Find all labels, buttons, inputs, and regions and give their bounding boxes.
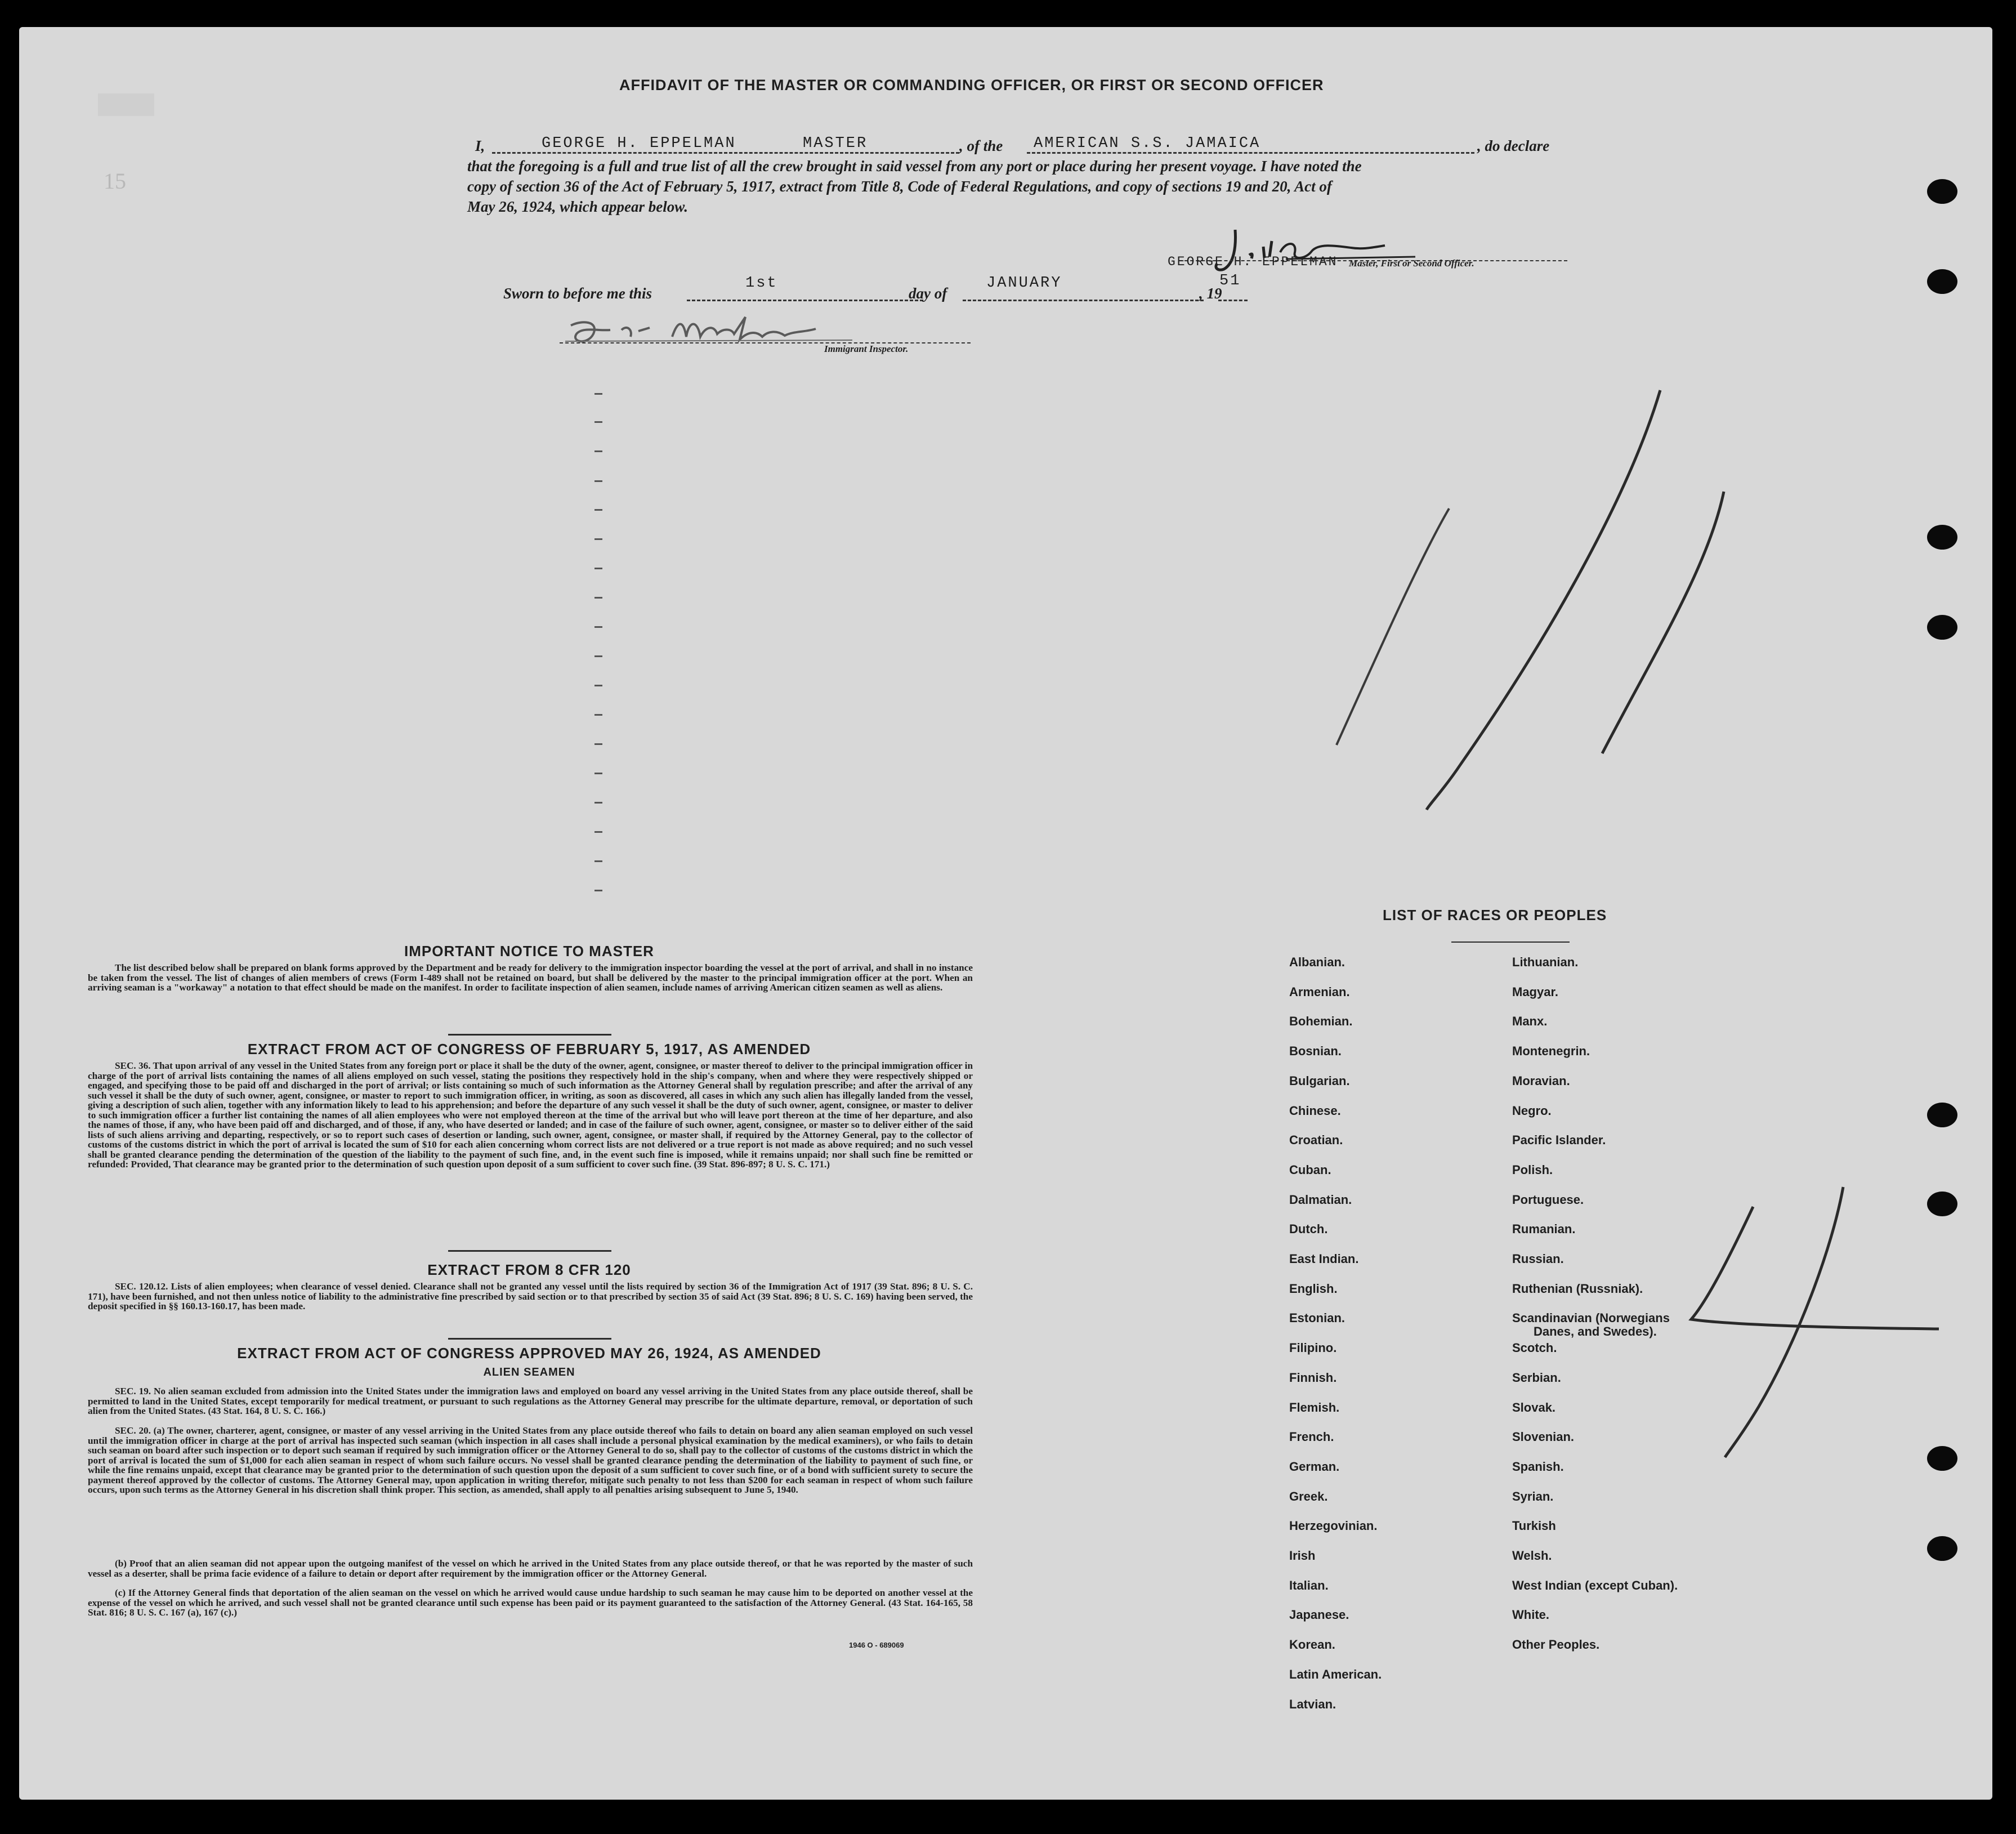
tick-mark [594, 802, 602, 804]
race-item: Serbian. [1512, 1370, 1561, 1385]
sec-20c-text: (c) If the Attorney General finds that deportation of the alien seaman on the vessel on which he arrived would cause undue hardship to such seaman he may cause him to be deported on another vessel at the expense of the vessel on which he arrived, and such vessel shall not be granted clearance until such expense has been paid or its payment guaranteed to the satisfaction of the Attorney General. (43 Stat. 164-165, 58 Stat. 816; 8 U. S. C. 167 (a), 167 (c).) [88, 1587, 973, 1618]
declarant-name: GEORGE H. EPPELMAN [542, 135, 736, 152]
sworn-day: 1st [745, 275, 778, 292]
tick-mark [594, 685, 602, 686]
section-divider [448, 1338, 611, 1340]
race-item: Polish. [1512, 1162, 1553, 1177]
notice-text: The list described below shall be prepared on blank forms approved by the Department and be ready for delivery to the immigration inspector boarding the vessel at the port of arrival, and shall in no instance be taken from the vessel. The list of changes of alien members of crews (Form I-489 shall not be retained on board, but shall be delivered by the master to the principal immigration officer at the port. When an arriving seaman is a "workaway" a notation to that effect should be made on the manifest. In order to facilitate inspection of alien seamen, include names of arriving American citizen seamen as well as aliens. [88, 962, 973, 993]
race-item: Lithuanian. [1512, 955, 1579, 969]
tick-mark [594, 655, 602, 657]
race-item: Magyar. [1512, 984, 1558, 999]
affidavit-title: AFFIDAVIT OF THE MASTER OR COMMANDING OFFICER, OR FIRST OR SECOND OFFICER [619, 77, 1324, 93]
tick-mark [594, 421, 602, 423]
sec-20b-text: (b) Proof that an alien seaman did not appear upon the outgoing manifest of the vessel on which he arrived in the United States from any place outside thereof, or that he was reported by the master of such vessel as a deserter, shall be prima facie evidence of a failure to detain or deport after requirement by the immigration officer or the Attorney General. [88, 1558, 973, 1579]
race-item: Bosnian. [1289, 1044, 1342, 1059]
race-item: Scotch. [1512, 1341, 1557, 1355]
race-item: Italian. [1289, 1578, 1329, 1592]
inspector-line [560, 342, 971, 343]
tick-mark [594, 450, 602, 452]
tick-mark [594, 831, 602, 833]
tick-mark [594, 509, 602, 511]
sworn-year-line [1218, 300, 1248, 301]
punch-hole-icon [1927, 525, 1957, 550]
race-item: Finnish. [1289, 1370, 1337, 1385]
race-item: Russian. [1512, 1252, 1564, 1266]
extract-cfr-text: SEC. 120.12. Lists of alien employees; when clearance of vessel denied. Clearance shall not be granted any vessel until the lists required by section 36 of the Immigration Act of 1917 (39 Stat. 896; 8 U. S. C. 171), have been furnished, and not then unless notice of liability to the administrative fine prescribed by said section or to that prescribed by section 35 of said Act (39 Stat. 896; 8 U. S. C. 169) having been served, the deposit specified in §§ 160.13-160.17, has been made. [88, 1281, 973, 1311]
punch-hole-icon [1927, 269, 1957, 294]
race-item: Dalmatian. [1289, 1192, 1352, 1207]
year-prefix: , 19 [1199, 285, 1222, 302]
race-item: Armenian. [1289, 984, 1350, 999]
affidavit-body-line1: that the foregoing is a full and true list of all the crew brought in said vessel from any port or place during her present voyage. I have noted the [467, 158, 1362, 175]
race-item: Bulgarian. [1289, 1073, 1350, 1088]
race-item: Latvian. [1289, 1697, 1336, 1711]
tick-mark [594, 743, 602, 745]
race-item: Syrian. [1512, 1489, 1554, 1503]
extract-1917-text: SEC. 36. That upon arrival of any vessel in the United States from any foreign port or place it shall be the duty of the owner, agent, consignee, or master thereof to deliver to the principal immigration officer in charge of the port of arrival lists containing the names of all aliens employed on such vessel, stating the positions they respectively hold in the ship's company, when and where they were respectively shipped or engaged, and specifying those to be paid off and discharged in the port of arrival; or lists containing so much of such information as the Attorney General shall by regulation prescribe; and after the arrival of any such vessel it shall be the duty of such owner, agent, consignee, or master to report to such immigration officer, in writing, as soon as discovered, all cases in which any such alien has illegally landed from the vessel, giving a description of such alien, together with any information likely to lead to his apprehension; and before the departure of any such vessel it shall be the duty of such owner, agent, consignee, or master to deliver to such immigration officer a further list containing the names of all alien employees who were not employed thereon at the time of the arrival but who will leave port thereon at the time of her departure, and also the names of those, if any, who have been paid off and discharged, and of those, if any, who have deserted or landed; and in case of the failure of such owner, agent, consignee, or master so to deliver either of the said lists of such aliens arriving and departing, respectively, or so to report such cases of desertion or landing, such owner, agent, consignee, or master shall, if required by the Attorney General, pay to the collector of customs of the customs district in which the port of arrival is located the sum of $10 for each alien concerning whom correct lists are not delivered or a true report is not made as above required; and no such vessel shall be granted clearance pending the determination of the question of the liability to the payment of such fine, and, in the event such fine is imposed, while it remains unpaid; nor shall such fine be remitted or refunded: Provided, That clearance may be granted prior to the determination of such question upon deposit of a sum sufficient to cover such fine. (39 Stat. 896-897; 8 U. S. C. 171.) [88, 1060, 973, 1170]
race-item: Slovenian. [1512, 1430, 1575, 1444]
tick-mark [594, 626, 602, 628]
pen-tally-marks [1314, 365, 1793, 815]
section-divider [448, 1034, 611, 1036]
alien-seamen-subtitle: ALIEN SEAMEN [483, 1366, 575, 1378]
race-item: French. [1289, 1430, 1334, 1444]
race-item: Croatian. [1289, 1133, 1343, 1148]
inspector-caption: Immigrant Inspector. [824, 343, 909, 354]
notice-title: IMPORTANT NOTICE TO MASTER [404, 943, 654, 960]
of-the-label: , of the [959, 137, 1003, 154]
affidavit-body-line2: copy of section 36 of the Act of February 5, 1917, extract from Title 8, Code of Federal Regulations, and copy of sections 19 and 20, Act of [467, 178, 1332, 195]
race-item: Greek. [1289, 1489, 1328, 1503]
extract-1917-title: EXTRACT FROM ACT OF CONGRESS OF FEBRUARY 5, 1917, AS AMENDED [247, 1041, 811, 1057]
tick-mark [594, 597, 602, 599]
races-title: LIST OF RACES OR PEOPLES [1383, 907, 1607, 923]
race-item: Herzegovinian. [1289, 1519, 1378, 1533]
declare-label: , do declare [1477, 137, 1550, 154]
race-item: Ruthenian (Russniak). [1512, 1281, 1643, 1296]
punch-hole-icon [1927, 1103, 1957, 1127]
affidavit-body-line3: May 26, 1924, which appear below. [467, 198, 689, 215]
race-item: Other Peoples. [1512, 1637, 1600, 1652]
tick-mark [594, 480, 602, 482]
tick-mark [594, 568, 602, 569]
vessel-name: AMERICAN S.S. JAMAICA [1034, 135, 1261, 152]
punch-hole-icon [1927, 1536, 1957, 1561]
print-number: 1946 O - 689069 [849, 1641, 904, 1649]
race-item: Negro. [1512, 1103, 1552, 1118]
sworn-day-line [687, 300, 923, 301]
tick-mark [594, 773, 602, 774]
race-item: White. [1512, 1608, 1549, 1622]
tick-mark [594, 890, 602, 891]
race-item: Welsh. [1512, 1549, 1552, 1563]
signer-caption: Master, First or Second Officer. [1349, 258, 1474, 269]
race-item: Dutch. [1289, 1222, 1328, 1237]
vessel-line [1027, 152, 1474, 154]
race-item: Portuguese. [1512, 1192, 1584, 1207]
tick-mark [594, 714, 602, 716]
sworn-label: Sworn to before me this [503, 285, 652, 302]
punch-hole-icon [1927, 179, 1957, 204]
race-item: Filipino. [1289, 1341, 1337, 1355]
race-item: West Indian (except Cuban). [1512, 1578, 1678, 1592]
race-item: Cuban. [1289, 1162, 1331, 1177]
race-item: Estonian. [1289, 1311, 1346, 1326]
race-item: Montenegrin. [1512, 1044, 1590, 1059]
race-item: Turkish [1512, 1519, 1556, 1533]
day-of-label: day of [909, 285, 947, 302]
race-item: German. [1289, 1459, 1340, 1474]
race-item: Japanese. [1289, 1608, 1349, 1622]
sec-20a-text: SEC. 20. (a) The owner, charterer, agent, consignee, or master of any vessel arriving in the United States from any place outside thereof who fails to detain on board any alien seaman employed on such vessel until the immigration officer in charge at the port of arrival has inspected such seaman (which inspection in all cases shall include a personal physical examination by the medical examiners), or who fails to detain such seaman on board after such inspection or to deport such seaman if required by such immigration officer or the Attorney General to do so, shall pay to the collector of customs of the customs district in which the port of arrival is located the sum of $1,000 for each alien seaman in respect of whom such failure occurs. No vessel shall be granted clearance pending the determination of the liability to payment of such fine, or while the fine remains unpaid, except that clearance may be granted prior to the determination of such question upon the deposit of a sum sufficient to cover such fine, or of a bond with sufficient surety to secure the payment thereof approved by the collector of customs. The Attorney General may, upon application in writing therefor, mitigate such penalty to not less than $200 for each seaman in respect of whom such failure occurs, upon such terms as the Attorney General in his discretion shall think proper. This section, as amended, shall apply to all penalties arising subsequent to June 5, 1940. [88, 1425, 973, 1495]
races-title-rule [1451, 941, 1570, 943]
race-item: Danes, and Swedes). [1534, 1324, 1657, 1339]
tick-mark [594, 538, 602, 540]
race-item: Moravian. [1512, 1073, 1570, 1088]
race-item: Chinese. [1289, 1103, 1341, 1118]
bleed-through-mark [98, 93, 154, 116]
race-item: Albanian. [1289, 955, 1346, 969]
form-sheet [19, 27, 1992, 1800]
race-item: Manx. [1512, 1014, 1548, 1029]
sworn-year: 51 [1219, 273, 1241, 289]
race-item: Latin American. [1289, 1667, 1382, 1681]
tick-mark [594, 860, 602, 862]
race-item: Flemish. [1289, 1400, 1340, 1414]
declarant-line [492, 152, 959, 154]
pen-number-four [1646, 1170, 1967, 1485]
tick-mark [594, 393, 602, 395]
race-item: Spanish. [1512, 1459, 1564, 1474]
race-item: Slovak. [1512, 1400, 1556, 1414]
punch-hole-icon [1927, 615, 1957, 640]
section-divider [448, 1250, 611, 1252]
race-item: Korean. [1289, 1637, 1335, 1652]
race-item: Scandinavian (Norwegians [1512, 1311, 1670, 1326]
sec-19-text: SEC. 19. No alien seaman excluded from admission into the United States under the immigration laws and employed on board any vessel arriving in the United States from any place outside thereof, shall be permitted to land in the United States, except temporarily for medical treatment, or pursuant to such regulations as the Attorney General may prescribe for the ultimate departure, removal, or deportation of such alien from the United States. (43 Stat. 164, 8 U. S. C. 166.) [88, 1386, 973, 1416]
race-item: Irish [1289, 1549, 1316, 1563]
extract-1924-title: EXTRACT FROM ACT OF CONGRESS APPROVED MAY 26, 1924, AS AMENDED [237, 1345, 821, 1362]
race-item: East Indian. [1289, 1252, 1359, 1266]
race-item: English. [1289, 1281, 1338, 1296]
race-item: Bohemian. [1289, 1014, 1353, 1029]
race-item: Pacific Islander. [1512, 1133, 1606, 1148]
declarant-rank: MASTER [803, 135, 868, 152]
sworn-month: JANUARY [986, 275, 1062, 292]
extract-cfr-title: EXTRACT FROM 8 CFR 120 [427, 1261, 631, 1278]
bleed-through-mark: 15 [104, 168, 126, 194]
sworn-month-line [963, 300, 1204, 301]
race-item: Rumanian. [1512, 1222, 1576, 1237]
signer-typed-name: GEORGE H. EPPELMAN [1168, 255, 1338, 269]
declarant-prefix: I, [475, 137, 485, 154]
